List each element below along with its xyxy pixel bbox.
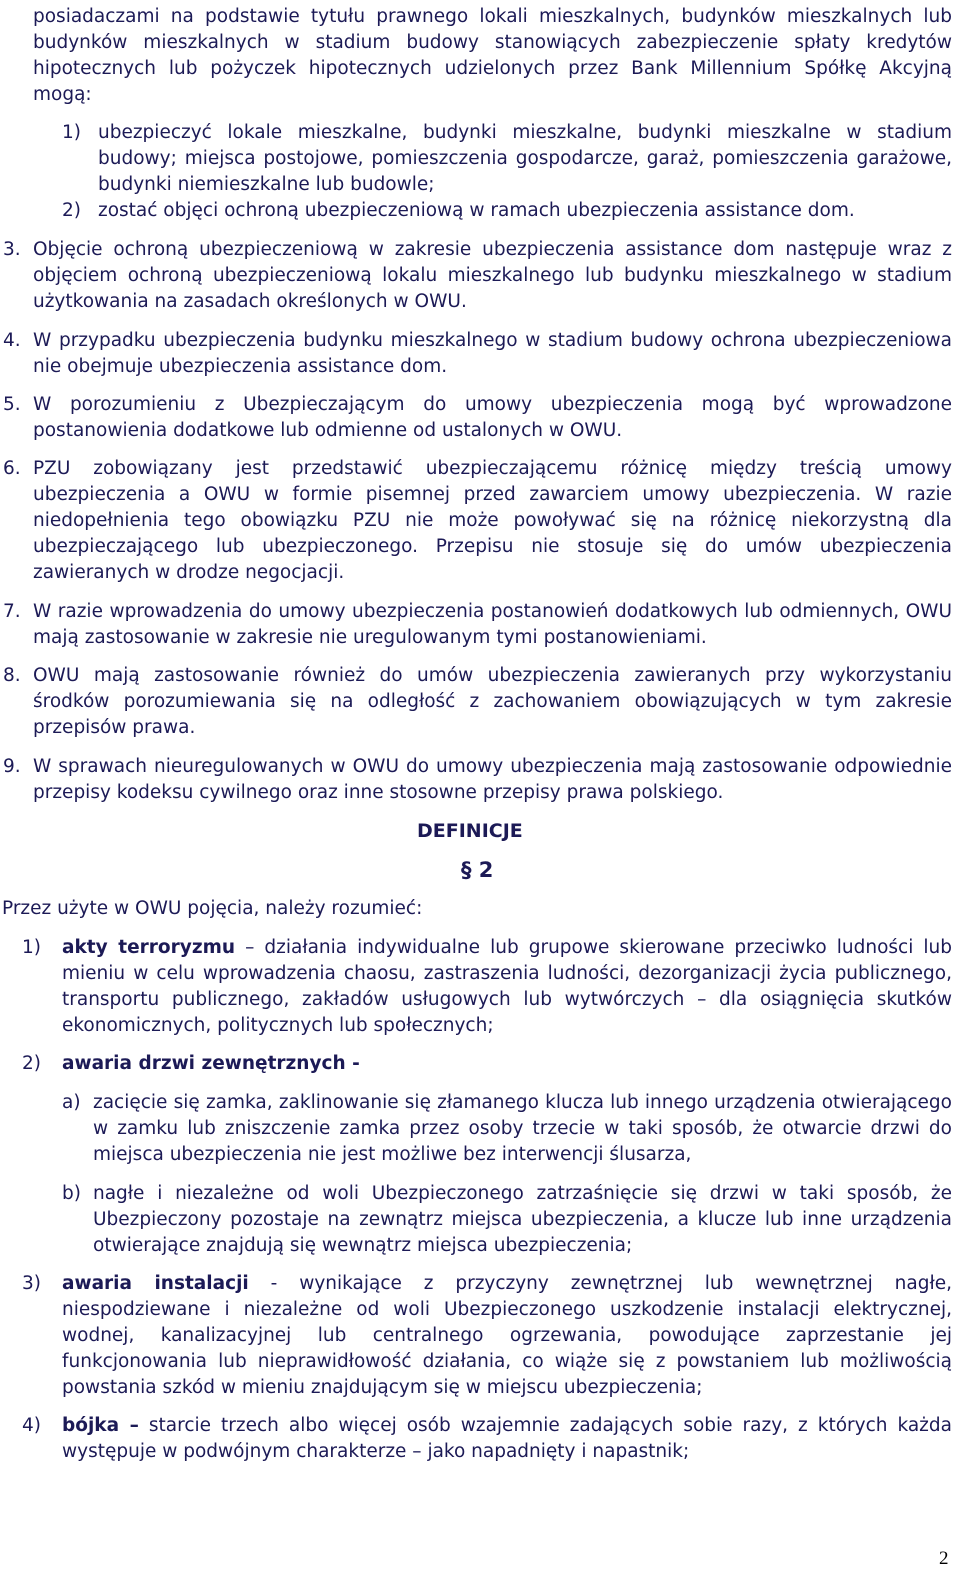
definition-subitem-letter: a) <box>62 1092 81 1113</box>
definition-number: 2) <box>22 1053 41 1074</box>
sublist-number: 1) <box>62 122 81 143</box>
point-number: 8. <box>3 665 21 686</box>
point-text: W razie wprowadzenia do umowy ubezpieczenia postanowień dodatkowych lub odmiennych, OWU mają zastosowanie w zakresie nie uregulowanym tymi postanowieniami. <box>33 601 952 648</box>
definition-1 <box>62 935 952 1039</box>
point-number: 3. <box>3 239 21 260</box>
section-number: § 2 <box>461 858 494 882</box>
definition-text: działania indywidualne lub grupowe skierowane przeciwko ludności lub mieniu w celu wprowadzenia chaosu, zastraszenia ludności, dezorganizacji życia publicznego, transportu publicznego, zakładów usługowych lub wytwórczych – dla osiągnięcia skutków ekonomicznych, politycznych lub społecznych; <box>62 937 952 1036</box>
point-text: OWU mają zastosowanie również do umów ubezpieczenia zawieranych przy wykorzystaniu środków porozumiewania się na odległość z zachowaniem obowiązujących w tym zakresie przepisów prawa. <box>33 665 952 738</box>
definition-text: starcie trzech albo więcej osób wzajemnie zadających sobie razy, z których każda występuje w podwójnym charakterze – jako napadnięty i napastnik; <box>62 1415 952 1462</box>
section-title: DEFINICJE <box>417 820 523 842</box>
point-number: 9. <box>3 756 21 777</box>
definition-separator: – <box>235 937 265 958</box>
definition-4 <box>62 1413 952 1465</box>
point-number: 4. <box>3 330 21 351</box>
point-number: 5. <box>3 394 21 415</box>
definition-term: awaria drzwi zewnętrznych - <box>62 1053 360 1074</box>
point-text: W porozumieniu z Ubezpieczającym do umowy ubezpieczenia mogą być wprowadzone postanowienia dodatkowe lub odmienne od ustalonych w OWU. <box>33 394 952 441</box>
definition-subitem-letter: b) <box>62 1183 81 1204</box>
point-text: W sprawach nieuregulowanych w OWU do umowy ubezpieczenia mają zastosowanie odpowiednie przepisy kodeksu cywilnego oraz inne stosowne przepisy prawa polskiego. <box>33 756 952 803</box>
definition-number: 4) <box>22 1415 41 1436</box>
definition-separator: - <box>248 1273 300 1294</box>
definition-text: wynikające z przyczyny zewnętrznej lub wewnętrznej nagłe, niespodziewane i niezależne od woli Ubezpieczonego uszkodzenie instalacji elektrycznej, wodnej, kanalizacyjnej lub centralnego ogrzewania, powodujące zaprzestanie jej funkcjonowania lub nieprawidłowość działania, co wiąże się z powstaniem lub możliwością powstania szkód w mieniu znajdującym się w miejscu ubezpieczenia; <box>62 1273 952 1398</box>
sublist-number: 2) <box>62 200 81 221</box>
definition-term: bójka – <box>62 1415 139 1436</box>
definition-term: awaria instalacji <box>62 1273 249 1294</box>
definition-number: 1) <box>22 937 41 958</box>
point-text: Objęcie ochroną ubezpieczeniową w zakresie ubezpieczenia assistance dom następuje wraz z objęciem ochroną ubezpieczeniową lokalu mieszkalnego lub budynku mieszkalnego w stadium użytkowania na zasadach określonych w OWU. <box>33 239 952 312</box>
page-number: 2 <box>939 1548 949 1569</box>
definition-separator <box>139 1415 149 1436</box>
definitions-intro: Przez użyte w OWU pojęcia, należy rozumieć: <box>2 898 423 919</box>
definition-subitem-text: nagłe i niezależne od woli Ubezpieczonego zatrzaśnięcie się drzwi w taki sposób, że Ubezpieczony pozostaje na zewnątrz miejsca ubezpieczenia, a klucze lub inne urządzenia otwierające znajdują się wewnątrz miejsca ubezpieczenia; <box>93 1183 952 1256</box>
sublist-item-text: ubezpieczyć lokale mieszkalne, budynki mieszkalne, budynki mieszkalne w stadium budowy; miejsca postojowe, pomieszczenia gospodarcze, garaż, pomieszczenia garażowe, budynki niemieszkalne lub budowle; <box>98 122 952 195</box>
definition-number: 3) <box>22 1273 41 1294</box>
sublist-item-text: zostać objęci ochroną ubezpieczeniową w ramach ubezpieczenia assistance dom. <box>98 200 855 221</box>
point-text: PZU zobowiązany jest przedstawić ubezpieczającemu różnicę między treścią umowy ubezpieczenia a OWU w formie pisemnej przed zawarciem umowy ubezpieczenia. W razie niedopełnienia tego obowiązku PZU nie może powoływać się na różnicę niekorzystną dla ubezpieczającego lub ubezpieczonego. Przepisu nie stosuje się do umów ubezpieczenia zawieranych w drodze negocjacji. <box>33 458 952 583</box>
point-number: 7. <box>3 601 21 622</box>
definition-3 <box>62 1271 952 1401</box>
intro-paragraph: posiadaczami na podstawie tytułu prawnego lokali mieszkalnych, budynków mieszkalnych lub budynków mieszkalnych w stadium budowy stanowiących zabezpieczenie spłaty kredytów hipotecznych lub pożyczek hipotecznych udzielonych przez Bank Millennium Spółkę Akcyjną mogą: <box>33 6 952 105</box>
point-number: 6. <box>3 458 21 479</box>
definition-subitem-text: zacięcie się zamka, zaklinowanie się złamanego klucza lub innego urządzenia otwierającego w zamku lub zniszczenie zamka przez osoby trzecie w taki sposób, że otwarcie drzwi do miejsca ubezpieczenia nie jest możliwe bez interwencji ślusarza, <box>93 1092 952 1165</box>
definition-term: akty terroryzmu <box>62 937 236 958</box>
point-text: W przypadku ubezpieczenia budynku mieszkalnego w stadium budowy ochrona ubezpieczeniowa nie obejmuje ubezpieczenia assistance dom. <box>33 330 952 377</box>
